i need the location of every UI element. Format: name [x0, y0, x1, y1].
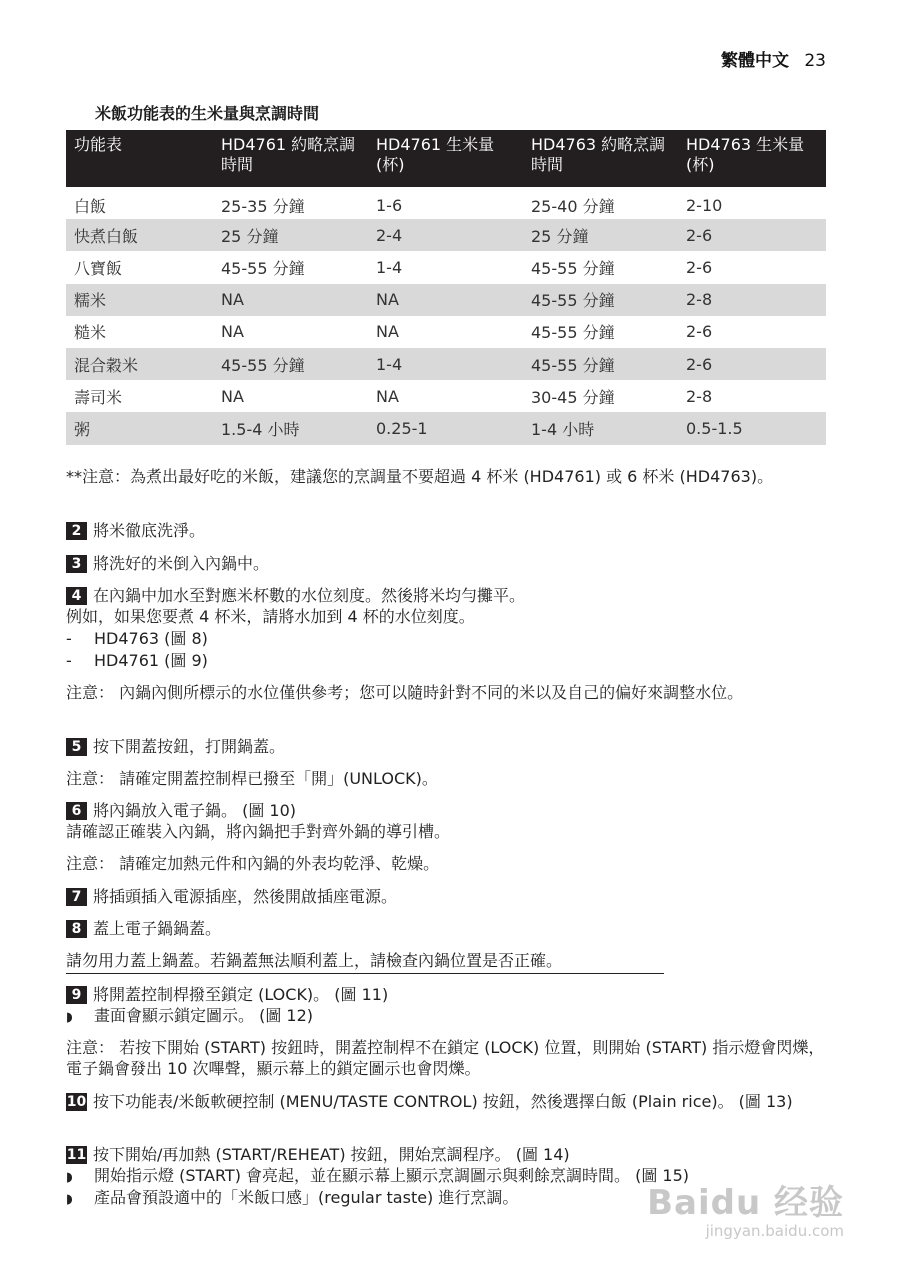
- table-row: [66, 284, 826, 316]
- bullet-text: 畫面會顯示鎖定圖示。 (圖 12): [94, 1006, 314, 1025]
- step-7: [66, 886, 397, 907]
- step-number: 7: [66, 888, 87, 906]
- step-6-note: 注意： 請確定加熱元件和內鍋的外表均乾淨、乾燥。: [66, 854, 440, 873]
- bullet-text: 產品會預設適中的「米飯口感」(regular taste) 進行烹調。: [94, 1188, 519, 1207]
- table-cell: 45-55 分鐘: [531, 323, 615, 343]
- table-cell: 25 分鐘: [213, 219, 368, 251]
- step-text: 在內鍋中加水至對應米杯數的水位刻度。然後將米均勻攤平。: [93, 586, 526, 605]
- table-cell: 糙米: [74, 323, 107, 343]
- language-label: 繁體中文: [720, 51, 789, 71]
- table-row: [66, 412, 826, 444]
- list-item-text: HD4763 (圖 8): [94, 629, 208, 648]
- page-header: [721, 46, 826, 71]
- bullet-icon: ◗: [66, 1170, 73, 1185]
- table-cell: 45-55 分鐘: [221, 258, 305, 278]
- table-row: [66, 316, 826, 348]
- table-cell: 2-10: [686, 195, 723, 215]
- table-header-cell: HD4763 約略烹調時間: [523, 130, 678, 187]
- step-10: [66, 1091, 806, 1112]
- table-cell: 八寶飯: [74, 258, 123, 278]
- step-text: 按下功能表/米飯軟硬控制 (MENU/TASTE CONTROL) 按鈕，然後選擇白飯 (Plain rice)。 (圖 13): [93, 1092, 793, 1111]
- table-cell: NA: [376, 322, 399, 342]
- table-cell: 2-8: [678, 284, 826, 316]
- table-cell: 25-40 分鐘: [531, 196, 615, 216]
- step-4-note: 注意： 內鍋內側所標示的水位僅供參考；您可以隨時針對不同的米以及自己的偏好來調整水位。: [66, 683, 744, 702]
- list-item: - HD4761 (圖 9): [66, 651, 208, 670]
- table-cell: 2-8: [686, 386, 713, 406]
- step-3: [66, 553, 269, 574]
- table-cell: NA: [221, 322, 244, 342]
- step-text: 按下開蓋按鈕，打開鍋蓋。: [93, 737, 286, 756]
- watermark: [647, 1175, 844, 1240]
- page-number: 23: [804, 51, 826, 71]
- step-text: 蓋上電子鍋鍋蓋。: [93, 919, 222, 938]
- table-cell: 45-55 分鐘: [531, 258, 615, 278]
- step-8: [66, 918, 221, 939]
- table-cell: 1-4 小時: [523, 412, 678, 444]
- step-5-note: 注意： 請確定開蓋控制桿已撥至「開」(UNLOCK)。: [66, 769, 438, 788]
- step-number: 3: [66, 555, 87, 573]
- table-header-cell: HD4763 生米量 (杯): [678, 130, 826, 187]
- step-text: 按下開始/再加熱 (START/REHEAT) 按鈕，開始烹調程序。 (圖 14): [93, 1145, 570, 1164]
- table-cell: 混合穀米: [66, 348, 213, 380]
- step-text: 將開蓋控制桿撥至鎖定 (LOCK)。 (圖 11): [93, 985, 389, 1004]
- watermark-url: jingyan.baidu.com: [705, 1222, 844, 1240]
- table-cell: 25-35 分鐘: [221, 196, 305, 216]
- table-cell: 2-6: [686, 322, 713, 342]
- table-cell: NA: [221, 386, 244, 406]
- step-4: [66, 585, 525, 606]
- table-cell: NA: [213, 284, 368, 316]
- table-cell: 2-6: [678, 219, 826, 251]
- bullet-icon: ◗: [66, 1010, 73, 1025]
- rice-menu-table: [66, 130, 826, 445]
- table-cell: 1-4: [376, 257, 403, 277]
- section-title: 米飯功能表的生米量與烹調時間: [95, 104, 320, 123]
- step-number: 5: [66, 738, 87, 756]
- table-cell: 1-4: [368, 348, 523, 380]
- table-cell: 1-6: [376, 195, 403, 215]
- list-item-text: HD4761 (圖 9): [94, 651, 208, 670]
- table-cell: 30-45 分鐘: [531, 387, 615, 407]
- watermark-logo: Baidu 经验: [647, 1183, 844, 1223]
- table-cell: 0.5-1.5: [678, 412, 826, 444]
- table-row: [66, 348, 826, 380]
- table-cell: 1.5-4 小時: [213, 412, 368, 444]
- step-11: [66, 1144, 570, 1165]
- step-number: 2: [66, 522, 87, 540]
- table-cell: NA: [376, 386, 399, 406]
- table-cell: 2-4: [368, 219, 523, 251]
- step-number: 9: [66, 986, 87, 1004]
- warning-text: 請勿用力蓋上鍋蓋。若鍋蓋無法順利蓋上，請檢查內鍋位置是否正確。: [66, 950, 664, 974]
- table-cell: 快煮白飯: [66, 219, 213, 251]
- table-row: [66, 187, 826, 219]
- step-9: [66, 984, 388, 1005]
- step-9-note: 注意： 若按下開始 (START) 按鈕時，開蓋控制桿不在鎖定 (LOCK) 位置，則開始 (START) 指示燈會閃爍，電子鍋會發出 10 次嗶聲，顯示幕上的鎖定圖示也會閃爍。: [66, 1038, 825, 1078]
- table-cell: 0.25-1: [368, 412, 523, 444]
- table-cell: 45-55 分鐘: [213, 348, 368, 380]
- table-row: [66, 251, 826, 283]
- step-6: [66, 800, 296, 821]
- table-cell: 糯米: [66, 284, 213, 316]
- table-header-cell: HD4761 約略烹調時間: [213, 130, 368, 187]
- step-4-example: 例如，如果您要煮 4 杯米，請將水加到 4 杯的水位刻度。: [66, 607, 475, 626]
- footnote: **注意：為煮出最好吃的米飯，建議您的烹調量不要超過 4 杯米 (HD4761) 或 6 杯米 (HD4763)。: [66, 467, 774, 486]
- table-cell: 25 分鐘: [523, 219, 678, 251]
- step-text: 將內鍋放入電子鍋。 (圖 10): [93, 801, 297, 820]
- bullet-item: [66, 1005, 836, 1028]
- table-cell: 2-6: [686, 257, 713, 277]
- table-cell: 白飯: [74, 196, 107, 216]
- step-number: 11: [66, 1147, 87, 1163]
- table-row: [66, 380, 826, 412]
- table-cell: 45-55 分鐘: [523, 348, 678, 380]
- step-number: 6: [66, 802, 87, 820]
- table-header-cell: HD4761 生米量 (杯): [368, 130, 523, 187]
- step-text: 將插頭插入電源插座，然後開啟插座電源。: [93, 887, 398, 906]
- bullet-text: 開始指示燈 (START) 會亮起，並在顯示幕上顯示烹調圖示與剩餘烹調時間。 (圖 15): [94, 1166, 690, 1185]
- step-number: 10: [66, 1094, 87, 1110]
- table-cell: 粥: [66, 412, 213, 444]
- table-cell: 45-55 分鐘: [523, 284, 678, 316]
- table-cell: 2-6: [678, 348, 826, 380]
- table-cell: NA: [368, 284, 523, 316]
- step-text: 將洗好的米倒入內鍋中。: [93, 554, 270, 573]
- table-header-cell: 功能表: [66, 130, 213, 187]
- step-6-detail: 請確認正確裝入內鍋，將內鍋把手對齊外鍋的導引槽。: [66, 822, 451, 841]
- step-text: 將米徹底洗淨。: [93, 521, 206, 540]
- table-cell: 壽司米: [74, 387, 123, 407]
- step-2: [66, 520, 205, 541]
- table-header-row: [66, 130, 826, 187]
- step-number: 4: [66, 587, 87, 605]
- step-number: 8: [66, 920, 87, 938]
- step-5: [66, 736, 285, 757]
- table-row: [66, 219, 826, 251]
- bullet-icon: ◗: [66, 1192, 73, 1207]
- list-item: - HD4763 (圖 8): [66, 629, 208, 648]
